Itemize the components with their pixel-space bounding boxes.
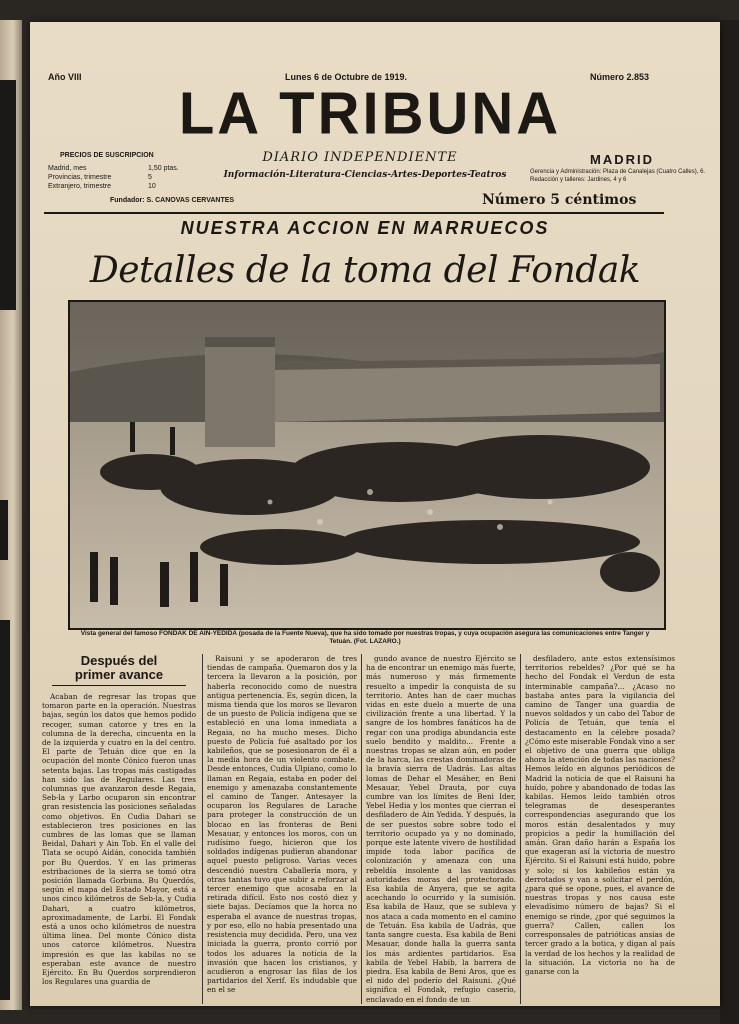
year-label: Año VIII — [48, 72, 82, 82]
subscription-table — [48, 164, 179, 191]
main-headline: Detalles de la toma del Fondak — [89, 250, 641, 291]
subscription-title: PRECIOS DE SUSCRIPCION — [60, 152, 154, 159]
issue-number: Número 2.853 — [590, 72, 650, 82]
scan-background — [720, 20, 739, 1024]
masthead-rule — [44, 212, 664, 214]
print-strip — [0, 80, 16, 310]
article-text: Acaban de regresar las tropas que tomaron parte en la operación. Nuestras bajas, según los datos que hemos podido recoger, suman catorce y tres en la columna de la derecha, cincuenta en la de la izquierda y cuatro en la del centro. El parte de Tetuán dice que en la ocupación del monte Cónico fueron unas setenta bajas. Las tropas más castigadas han sido las de Regulares. Las tres columnas que avanzaron desde Regaia, Seb-la y Larbo ocuparon sin encontrar gran resistencia las posiciones señaladas como objetivos. En Cudia Dahari se establecieron tres posiciones en las cumbres de las lomas que se llaman Beidal, Dahari y Ain Tob. En el valle del Tlata se ocupó Aidán, conocida también por Bu Querdos. Y en las primeras estribaciones de la sierra se tomó otra posición llamada Gorbuna. Bu Querdós, según el mapa del Estado Mayor, está a unos cinco kilómetros de Seb-la, y Cudia Dahari, a cuatro kilómetros, aproximadamente, de Larbi. El Fondak está a unos ocho kilómetros de nuestra última línea. Del monte Cónico dista unos catorce kilómetros. Nuestra impresión es que las kabilas no se esperaban este avance de nuestro Ejército. En Bu Querdos sorprendieron los Regulares una guardia de — [42, 692, 196, 987]
previous-page-edge — [0, 20, 22, 1010]
article-heading-line: Después del — [80, 654, 158, 668]
subscription-row — [48, 164, 179, 173]
heading-rule — [52, 685, 186, 686]
newspaper-sections: Información-Literatura-Ciencias-Artes-Deportes-Teatros — [223, 170, 507, 180]
news-photo — [68, 300, 666, 630]
issue-date: Lunes 6 de Octubre de 1919. — [285, 72, 408, 82]
print-strip — [0, 500, 8, 560]
subscription-price: 5 — [148, 174, 152, 181]
fondak-photo-illustration — [70, 302, 664, 628]
print-strip — [0, 620, 10, 1000]
kicker-headline: NUESTRA ACCION EN MARRUECOS — [180, 218, 550, 238]
subscription-row — [48, 182, 179, 191]
subscription-place: Extranjero, trimestre — [48, 183, 112, 190]
article-heading-line: primer avance — [74, 667, 164, 682]
article-column-2 — [202, 654, 357, 1004]
photo-caption: Vista general del famoso FONDAK DE AIN-YEDIDA (posada de la Fuente Nueva), que ha sido tomado por nuestras tropas, y cuya ocupación asegura las comunicaciones entre Tanger y Tetuán. (Fot. LAZARO.) — [80, 630, 650, 645]
subscription-price: 1,50 ptas. — [148, 165, 179, 172]
subscription-place: Madrid, mes — [48, 165, 87, 172]
subscription-price: 10 — [148, 183, 156, 190]
city-label: MADRID — [590, 152, 654, 167]
subscription-row — [48, 173, 179, 182]
price-label: Número 5 céntimos — [482, 192, 637, 208]
article-heading — [42, 654, 196, 682]
subscription-place: Provincias, trimestre — [48, 174, 112, 181]
newspaper-subtitle: DIARIO INDEPENDIENTE — [262, 150, 458, 165]
newspaper-page — [30, 22, 720, 1006]
article-column-4 — [520, 654, 675, 1004]
article-column-3 — [361, 654, 516, 1004]
article-text: desfiladero, ante estos extensísimos territorios rebeldes? ¿Por qué se ha hecho del Fondak el Verdun de esta interminable campaña?... ¿Acaso no bastaba antes para la vigilancia del camino de Tanger una guardia de nuevos soldados y un cabo del Tabor de Policía de Tetuán, que tenía el destacamento en la célebre posada? ¿Cómo este miserable Fondak vino a ser el objetivo de una guerra que obliga ahora la atención de todas las naciones? Hemos leído en algunos periódicos de Madrid la noticia de que el Raisuni ha huído, pobre y abandonado de todas las kabilas. Hemos leído también otros telegramas de desesperantes correspondencias asegurando que los moros están desalentados y muy propicios a pedir la humillación del amán. Gran daño harán a España los que exageran así la victoria de nuestro Ejército. Si el Raisuni está huido, pobre y solo; si los kabileños están ya derrotados y van a solicitar el perdón, ¿para qué se opone, pues, el avance de nuestras tropas y nos causa este elevadísimo número de bajas? Si el enemigo se rinde, ¿por qué seguimos la guerra? Callen, callen los corresponsales de patrióticas ansias de tercer grado a la botica, y digan al país la verdad de los hechos y la realidad de la situación. La victoria no ha de ganarse con la — [525, 654, 675, 976]
article-column-1 — [42, 654, 196, 1004]
management-address: Gerencia y Administración: Plaza de Canalejas (Cuatro Calles), 6. Redacción y talleres: Jardines, 4 y 6 — [530, 169, 706, 183]
newspaper-title: LA TRIBUNA — [178, 80, 562, 147]
article-text: Raisuni y se apoderaron de tres tiendas de campaña. Quemaron dos y la tercera la llevaron a la posición, por haberla reconocido como de nuestra antigua pertenencia. Es, según dicen, la misma tienda que los moros se llevaron de un puesto de Policía indígena que se estableció en una loma inmediata a Regaia, no ha mucho meses. Dicho puesto de Policía fué asaltado por los kabileños, que se posesionaron de él a la media hora de un violento combate. Desde entonces, Cudia Ulpiano, como lo llaman en Regaia, estaba en poder del enemigo y amenazaba constantemente el camino de Tanger. Antesayer la ocuparon los Regulares de Larache para proteger la construcción de un blocao en las fronteras de Beni Mesauar, y entonces los moros, con un rudísimo fuego, hicieron que los soldados indígenas pudieran abandonar aquel puesto peligroso. Varias veces descendió nuestra Caballería mora, y otras tantas tuvo que subir a reforzar al tercer enemigo que acosaba en la retirada difícil. Esto nos costó diez y siete bajas. Decíamos que la horca no esperaba el avance de nuestras tropas, y por eso, ello no había presentado una resistencia muy decidida. Pero, una vez iniciada la guerra, pronto corrió por todos los aduares la noticia de la invasión que hacen los cristianos, y acudieron a engrosar las filas de los partidarios del Xerif. Es indudable que en el se — [207, 654, 357, 995]
founder-label: Fundador: S. CANOVAS CERVANTES — [110, 197, 235, 204]
article-text: gundo avance de nuestro Ejército se ha de encontrar un enemigo más fuerte, más numeroso y más firmemente resuelto a impedir la conquista de su territorio. Antes han de caer muchas vidas en este duelo a muerte de una civilización frente a una libertad. Y la sangre de los hombres fanáticos ha de regar con una prodiga abundancia este suelo bendito y maldito... Frente a nuestras tropas se alzan aún, en poder de la harca, las crestas dominadoras de la bravía sierra de Uadrás. Las altas lomas de Dehar el Mesáher, en Beni Mesauar, Yebel Drauta, por cuya cumbre van los límites de Beni Ider, Yebel Hedia y los montes que cierran el desfiladero de Ain Yedida. Y después, la de ser puestos sobre sobre todo el territorio ocupado ya y no dominado, porque este latente vivero de hostilidad impide toda labor pacífica de colonización y amenaza con una rebeldía insolente a las vanidosas autoridades moras del protectorado. Esa kabila de Anyera, que se agita acechando lo ocurrido y la sumisión. Esa kabila de Hauz, que se subleva y nos ataca a cada momento en el camino de Tetuán. Esa kabila de Uadrás, que tanta sangre cuesta. Esa kabila de Beni Mesauar, donde halla la guerra santa los más ardientes partidarios. Esa kabila de Yebel Habib, la barrera de piedra. Esa kabila de Beni Aros, que es el nido del poderío del Raisuni. ¿Qué significa el Fondak, refugio caserío, enclavado en el fondo de un — [366, 654, 516, 1004]
